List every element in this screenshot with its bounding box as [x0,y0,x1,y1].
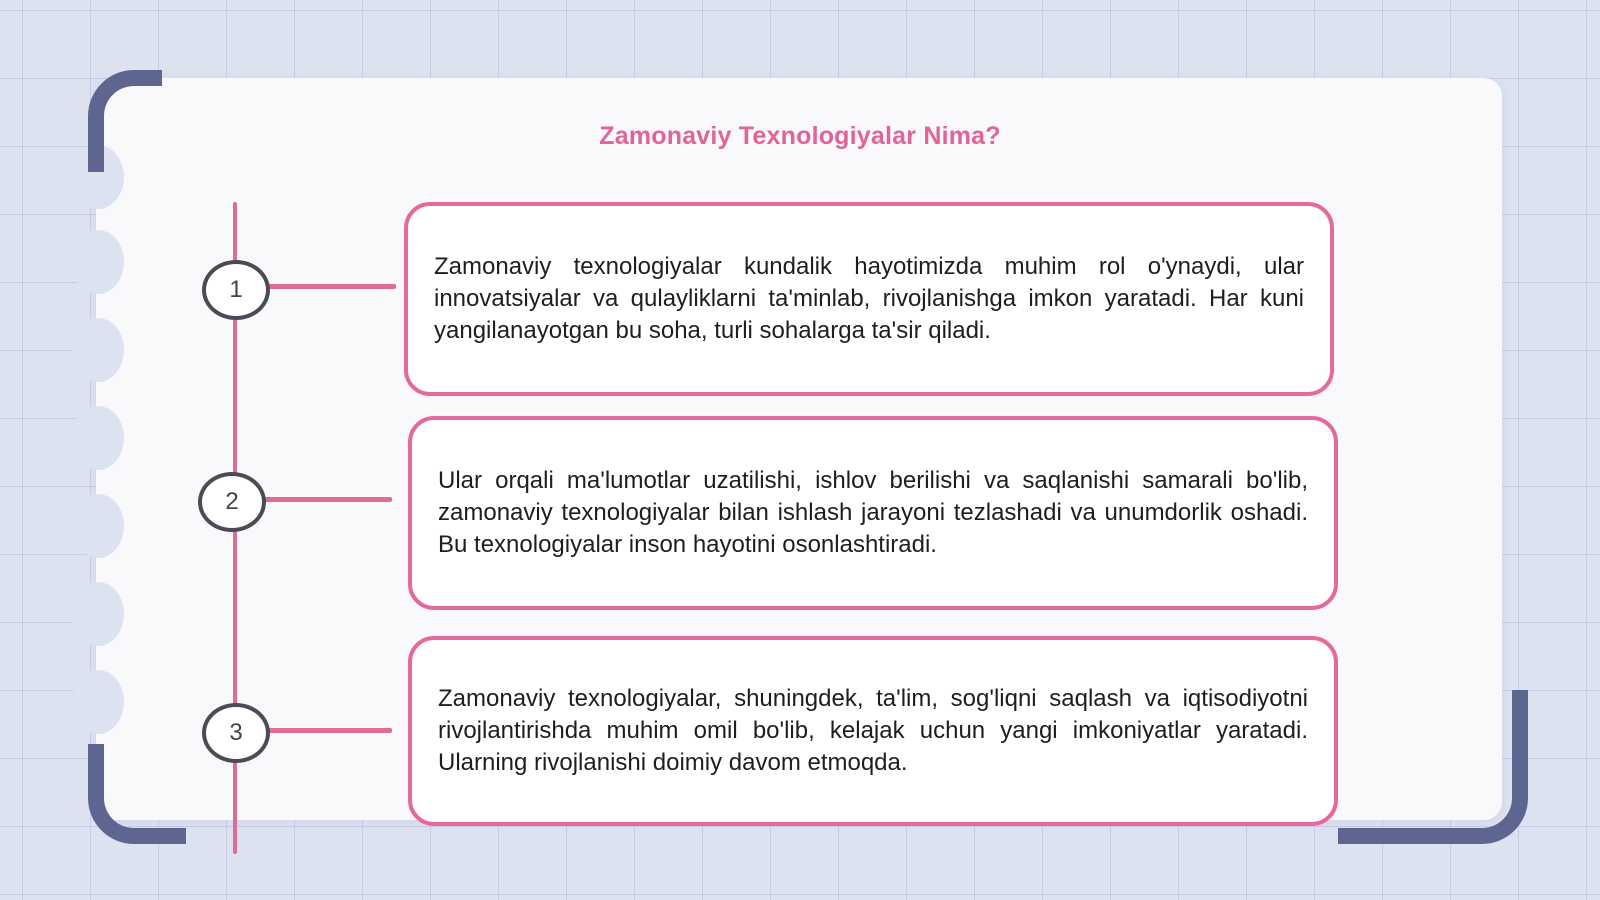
corner-bracket-bottom-left [88,744,186,844]
timeline-connector [268,728,392,733]
info-card [408,416,1338,610]
step-number: 3 [229,719,243,746]
card-text: Zamonaviy texnologiyalar kundalik hayotimizda muhim rol o'ynaydi, ular innovatsiyalar va qulayliklarni ta'minlab, rivojlanishga imkon yaratadi. Har kuni yangilanayotgan bu soha, turli sohalarga ta'sir qiladi. [434,253,1304,344]
timeline-connector [268,284,396,289]
paper-edge-scallop [72,670,124,734]
step-number-circle [202,703,270,763]
paper-edge-scallop [72,318,124,382]
paper-edge-scallop [72,582,124,646]
card-text: Ular orqali ma'lumotlar uzatilishi, ishlov berilishi va saqlanishi samarali bo'lib, zamonaviy texnologiyalar bilan ishlash jarayoni tezlashadi va unumdorlik oshadi. Bu texnologiyalar inson hayotini osonlashtiradi. [438,467,1308,558]
info-card [408,636,1338,826]
slide-title: Zamonaviy Texnologiyalar Nima? [599,122,1001,150]
corner-bracket-bottom-right [1338,690,1528,844]
paper-edge-scallop [72,230,124,294]
step-number: 1 [229,276,243,303]
corner-bracket-top-left [88,70,162,172]
paper-edge-scallop [72,494,124,558]
step-number-circle [202,260,270,320]
step-number-circle [198,472,266,532]
info-card [404,202,1334,396]
card-text: Zamonaviy texnologiyalar, shuningdek, ta'lim, sog'liqni saqlash va iqtisodiyotni rivojlantirishda muhim omil bo'lib, kelajak uchun yangi imkoniyatlar yaratadi. Ularning rivojlanishi doimiy davom etmoqda. [438,685,1308,776]
paper-edge-scallop [72,406,124,470]
step-number: 2 [225,488,239,515]
timeline-connector [264,497,392,502]
